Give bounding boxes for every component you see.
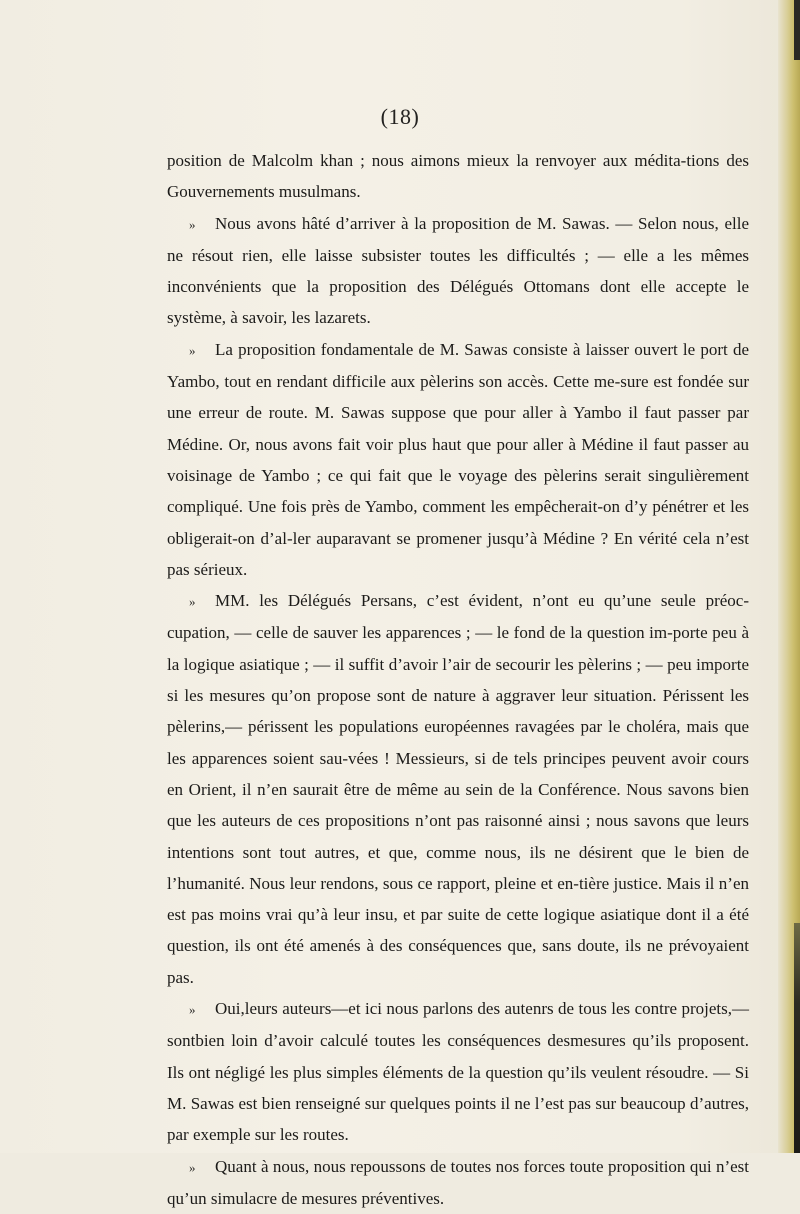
quote-mark: » xyxy=(189,209,215,240)
quote-mark: » xyxy=(189,1152,215,1183)
paragraph-text: MM. les Délégués Persans, c’est évident, n’ont eu qu’une seule préoc-cupation, — celle de sauver les apparences ; — le fond de la question im-porte peu à la logique asiatique ; — il suffit d’avoir l’air de secourir les pèlerins ; — peu importe si les mesures qu’on propose sont de nature à aggraver leur situation. Périssent les pèlerins,— périssent les populations européennes ravagées par le choléra, mais que les apparences soient sau-vées ! Messieurs, si de tels principes peuvent avoir cours en Orient, il n’en saurait être de même au sein de la Conférence. Nous savons bien que les auteurs de ces propositions n’ont pas raisonné ainsi ; nous savons que leurs intentions sont tout autres, et que, comme nous, ils ne désirent que le bien de l’humanité. Nous leur rendons, sous ce rapport, pleine et en-tière justice. Mais il n’en est pas moins vrai qu’à leur insu, et par suite de cette logique asiatique dont il a été question, ils ont été amenés à des conséquences que, sans doute, ils ne prévoyaient pas. xyxy=(167,591,749,987)
page-edge-shadow-top xyxy=(794,0,800,60)
paragraph-3 xyxy=(167,334,749,585)
paragraph-text: La proposition fondamentale de M. Sawas consiste à laisser ouvert le port de Yambo, tout en rendant difficile aux pèlerins son accès. Cette me-sure est fondée sur une erreur de route. M. Sawas suppose que pour aller à Yambo il faut passer par Médine. Or, nous avons fait voir plus haut que pour aller à Médine il faut passer au voisinage de Yambo ; ce qui fait que le voyage des pèlerins serait singulièrement compliqué. Une fois près de Yambo, comment les empêcherait-on d’y pénétrer et les obligerait-on d’al-ler auparavant se promener jusqu’à Médine ? En vérité cela n’est pas sérieux. xyxy=(167,340,749,579)
quote-mark: » xyxy=(189,994,215,1025)
paragraph-text: Nous avons hâté d’arriver à la proposition de M. Sawas. — Selon nous, elle ne résout rien, elle laisse subsister toutes les difficultés ; — elle a les mêmes inconvénients que la proposition des Délégués Ottomans dont elle accepte le système, à savoir, les lazarets. xyxy=(167,214,749,328)
paragraph-text: Oui,leurs auteurs—et ici nous parlons des autenrs de tous les contre projets,— sontbien loin d’avoir calculé toutes les conséquences desmesures qu’ils proposent. Ils ont négligé les plus simples éléments de la question qu’ils veulent résoudre. — Si M. Sawas est bien renseigné sur quelques points il ne l’est pas sur beaucoup d’autres, par exemple sur les routes. xyxy=(167,999,749,1144)
paragraph-1 xyxy=(167,145,749,208)
body-text xyxy=(167,145,749,1214)
quote-mark: » xyxy=(189,586,215,617)
quote-mark: » xyxy=(189,335,215,366)
paragraph-6 xyxy=(167,1151,749,1214)
page-edge-shadow-bottom xyxy=(794,923,800,1153)
paragraph-text: Quant à nous, nous repoussons de toutes nos forces toute proposition qui n’est qu’un simulacre de mesures préventives. xyxy=(167,1157,749,1208)
paragraph-text: position de Malcolm khan ; nous aimons mieux la renvoyer aux médita-tions des Gouvernements musulmans. xyxy=(167,151,749,201)
page-number: (18) xyxy=(0,104,800,130)
paragraph-2 xyxy=(167,208,749,334)
paragraph-4 xyxy=(167,585,749,993)
paragraph-5 xyxy=(167,993,749,1150)
